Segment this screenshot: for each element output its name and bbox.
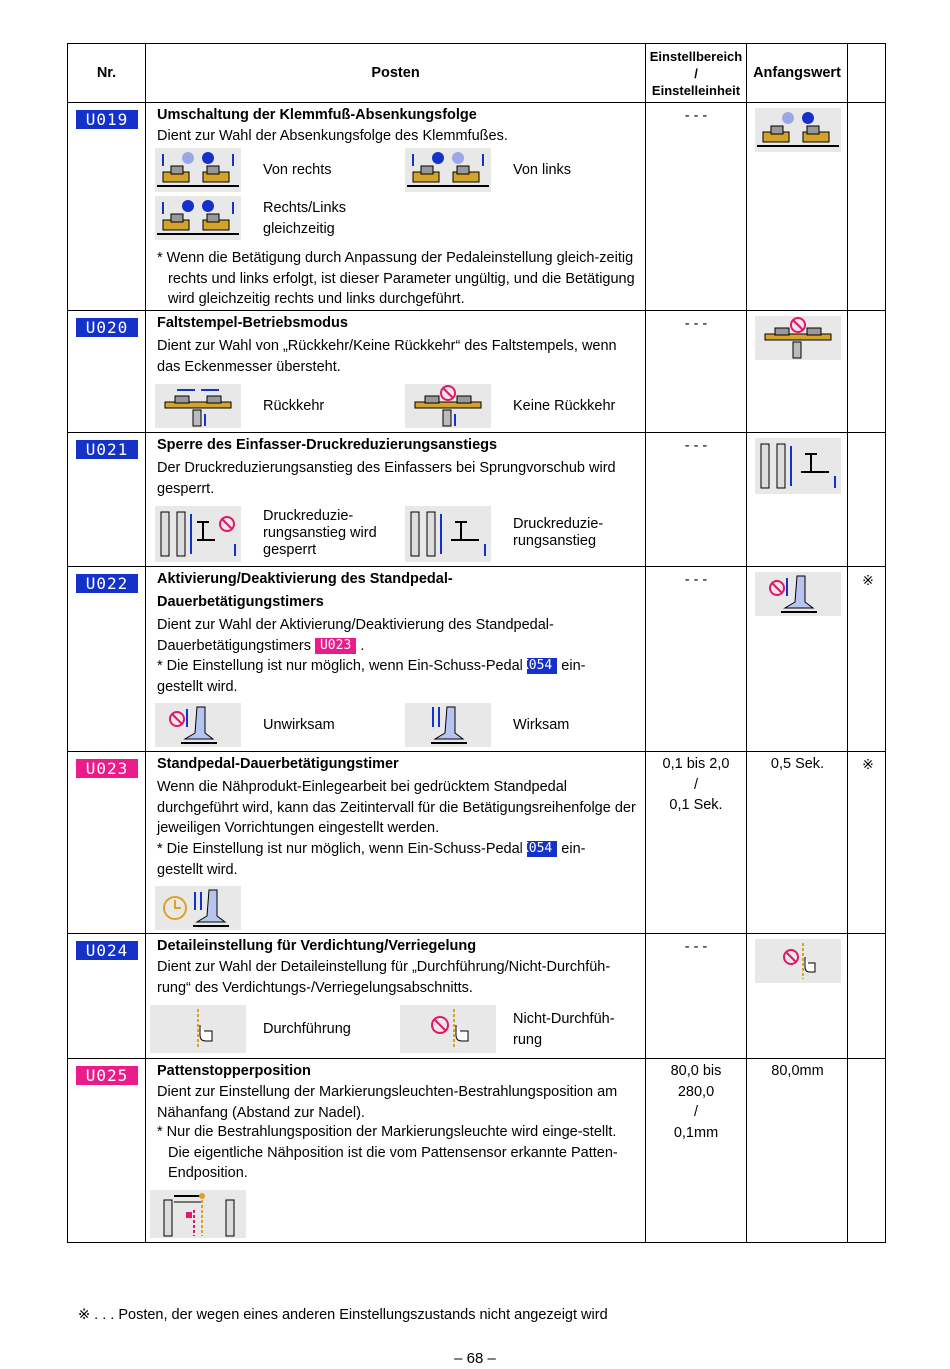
row-divider xyxy=(68,566,885,567)
code-badge: U021 xyxy=(76,440,138,459)
option-label-line: gesperrt xyxy=(263,542,317,558)
row-note-line2: gestellt wird. xyxy=(157,861,238,878)
footnote: ※ . . . Posten, der wegen eines anderen Einstellungszustands nicht angezeigt wird xyxy=(78,1307,608,1323)
row-note: * Nur die Bestrahlungsposition der Markierungsleuchte wird einge-stellt. Die eigentliche Nähposition ist die vom Pattensensor erkannte Patten-Endposition. xyxy=(157,1124,618,1181)
header-range-line1: Einstellbereich xyxy=(649,48,743,64)
row-note-line2: gestellt wird. xyxy=(157,678,238,695)
binder-pressure-rise-icon xyxy=(755,438,841,494)
row-description: Dient zur Wahl der Absenkungsfolge des Klemmfußes. xyxy=(157,128,508,144)
column-divider xyxy=(145,44,146,1242)
condense-no-execute-icon xyxy=(400,1005,496,1053)
folding-stamp-return-icon xyxy=(155,384,241,428)
row-description-line1: Dient zur Wahl der Aktivierung/Deaktivierung des Standpedal- xyxy=(157,617,554,633)
header-range xyxy=(646,44,746,102)
flap-stopper-position-icon xyxy=(150,1190,246,1238)
inline-code-badge: K054 xyxy=(527,841,557,857)
row-note: * Wenn die Betätigung durch Anpassung der Pedaleinstellung gleich-zeitig rechts und links erfolgt, ist dieser Parameter ungültig, und die Betätigung wird gleichzeitig rechts und links durchgeführt. xyxy=(157,250,635,307)
option-label: Von rechts xyxy=(263,162,332,178)
pedal-timer-disabled-icon xyxy=(755,572,841,616)
option-label-line: Nicht-Durchfüh- xyxy=(513,1011,615,1027)
code-badge: U022 xyxy=(76,574,138,593)
option-label: Durchführung xyxy=(263,1021,351,1037)
range-value: - - - xyxy=(684,316,708,332)
range-line: 0,1mm xyxy=(673,1124,719,1141)
option-label: Wirksam xyxy=(513,717,570,733)
range-value: - - - xyxy=(684,108,708,124)
row-divider xyxy=(68,310,885,311)
range-value xyxy=(646,754,746,816)
range-value: - - - xyxy=(684,572,708,588)
header-nr: Nr. xyxy=(96,65,117,81)
row-description-end: . xyxy=(360,637,365,654)
page-number: – 68 – xyxy=(454,1350,496,1367)
row-note-text: ein- xyxy=(561,658,586,674)
clamp-from-left-icon xyxy=(405,148,491,192)
row-description: Dient zur Einstellung der Markierungsleuchten-Bestrahlungsposition am Nähanfang (Abstand zur Nadel). xyxy=(157,1084,618,1121)
inline-code-badge: K054 xyxy=(527,658,557,674)
option-label-line: rungsanstieg xyxy=(513,533,597,549)
option-label: Keine Rückkehr xyxy=(513,398,616,414)
option-label-line: Druckreduzie- xyxy=(513,516,604,532)
row-title-line1: Aktivierung/Deaktivierung des Standpedal- xyxy=(157,571,453,587)
clamp-from-right-icon xyxy=(155,148,241,192)
row-description xyxy=(157,615,642,656)
option-label-line: rungsanstieg wird xyxy=(263,525,377,541)
option-label xyxy=(263,198,346,239)
header-range-line2: / xyxy=(694,65,698,81)
row-note-line1 xyxy=(157,656,642,677)
option-label xyxy=(263,508,377,559)
range-value: - - - xyxy=(684,939,708,955)
row-note xyxy=(157,656,642,697)
pedal-timer-enabled-icon xyxy=(405,703,491,747)
range-line: / xyxy=(693,776,699,793)
settings-table xyxy=(67,43,886,1243)
range-value: - - - xyxy=(684,438,708,454)
row-title: Detaileinstellung für Verdichtung/Verriegelung xyxy=(157,938,477,954)
row-note xyxy=(157,839,642,880)
code-badge: U023 xyxy=(76,759,138,778)
row-title xyxy=(157,568,453,614)
row-divider xyxy=(68,102,885,103)
binder-pressure-rise-icon xyxy=(405,506,491,562)
row-divider xyxy=(68,933,885,934)
option-label: Rückkehr xyxy=(263,398,325,414)
range-value xyxy=(646,1061,746,1143)
row-description: Der Druckreduzierungsanstieg des Einfassers bei Sprungvorschub wird gesperrt. xyxy=(157,460,616,497)
row-title-line2: Dauerbetätigungstimers xyxy=(157,594,324,610)
clamp-simultaneous-icon xyxy=(155,196,241,240)
pedal-timer-clock-icon xyxy=(155,886,241,930)
code-badge: U019 xyxy=(76,110,138,129)
hidden-item-mark: ※ xyxy=(862,572,874,588)
condense-execute-icon xyxy=(150,1005,246,1053)
option-label: Von links xyxy=(513,162,572,178)
header-initial: Anfangswert xyxy=(753,65,841,81)
option-label: Unwirksam xyxy=(263,717,335,733)
inline-code-badge: U023 xyxy=(315,638,356,654)
option-label xyxy=(513,516,603,550)
row-note-text: ein- xyxy=(561,841,586,857)
range-line: / xyxy=(693,1104,699,1120)
folding-stamp-no-return-icon xyxy=(405,384,491,428)
header-range-line3: Einstelleinheit xyxy=(651,82,741,98)
row-note-text: * Die Einstellung ist nur möglich, wenn Ein-Schuss-Pedal xyxy=(157,841,523,857)
row-title: Faltstempel-Betriebsmodus xyxy=(157,315,348,331)
range-line: 0,1 Sek. xyxy=(669,797,723,813)
code-badge: U025 xyxy=(76,1066,138,1085)
row-divider xyxy=(68,751,885,752)
folding-stamp-no-return-icon xyxy=(755,316,841,360)
binder-pressure-locked-icon xyxy=(155,506,241,562)
row-divider xyxy=(68,1058,885,1059)
row-description: Dient zur Wahl von „Rückkehr/Keine Rückkehr“ des Faltstempels, wenn das Eckenmesser übersteht. xyxy=(157,338,617,375)
range-line: 280,0 xyxy=(677,1083,715,1100)
row-description: Dient zur Wahl der Detaileinstellung für „Durchführung/Nicht-Durchfüh-rung“ des Verdichtungs-/Verriegelungsabschnitts. xyxy=(157,959,611,996)
row-title: Sperre des Einfasser-Druckreduzierungsanstiegs xyxy=(157,437,498,453)
row-description-line2 xyxy=(157,636,642,657)
hidden-item-mark: ※ xyxy=(862,756,874,772)
range-line: 0,1 bis 2,0 xyxy=(662,756,730,772)
code-badge: U024 xyxy=(76,941,138,960)
row-description-text: Dauerbetätigungstimers xyxy=(157,637,311,654)
clamp-from-right-icon xyxy=(755,108,841,152)
row-title: Umschaltung der Klemmfuß-Absenkungsfolge xyxy=(157,107,477,123)
row-title: Standpedal-Dauerbetätigungstimer xyxy=(157,756,399,772)
header-posten: Posten xyxy=(371,65,420,81)
row-title: Pattenstopperposition xyxy=(157,1063,311,1079)
range-line: 80,0 bis xyxy=(670,1063,722,1079)
option-label-line1: Rechts/Links xyxy=(263,200,347,216)
row-divider xyxy=(68,432,885,433)
option-label xyxy=(513,1009,615,1050)
option-label-line: rung xyxy=(513,1031,543,1048)
code-badge: U020 xyxy=(76,318,138,337)
condense-no-execute-icon xyxy=(755,939,841,983)
pedal-timer-disabled-icon xyxy=(155,703,241,747)
row-note-text: * Die Einstellung ist nur möglich, wenn Ein-Schuss-Pedal xyxy=(157,658,523,674)
row-description: Wenn die Nähprodukt-Einlegearbeit bei gedrücktem Standpedal durchgeführt wird, kann das Zeitintervall für die Betätigungsreihenfolge der jeweiligen Vorrichtungen eingestellt werden. xyxy=(157,779,636,836)
row-note-line1 xyxy=(157,839,642,860)
option-label-line: Druckreduzie- xyxy=(263,508,354,524)
initial-value: 0,5 Sek. xyxy=(770,756,825,772)
option-label-line2: gleichzeitig xyxy=(263,220,335,237)
initial-value: 80,0mm xyxy=(771,1063,824,1079)
